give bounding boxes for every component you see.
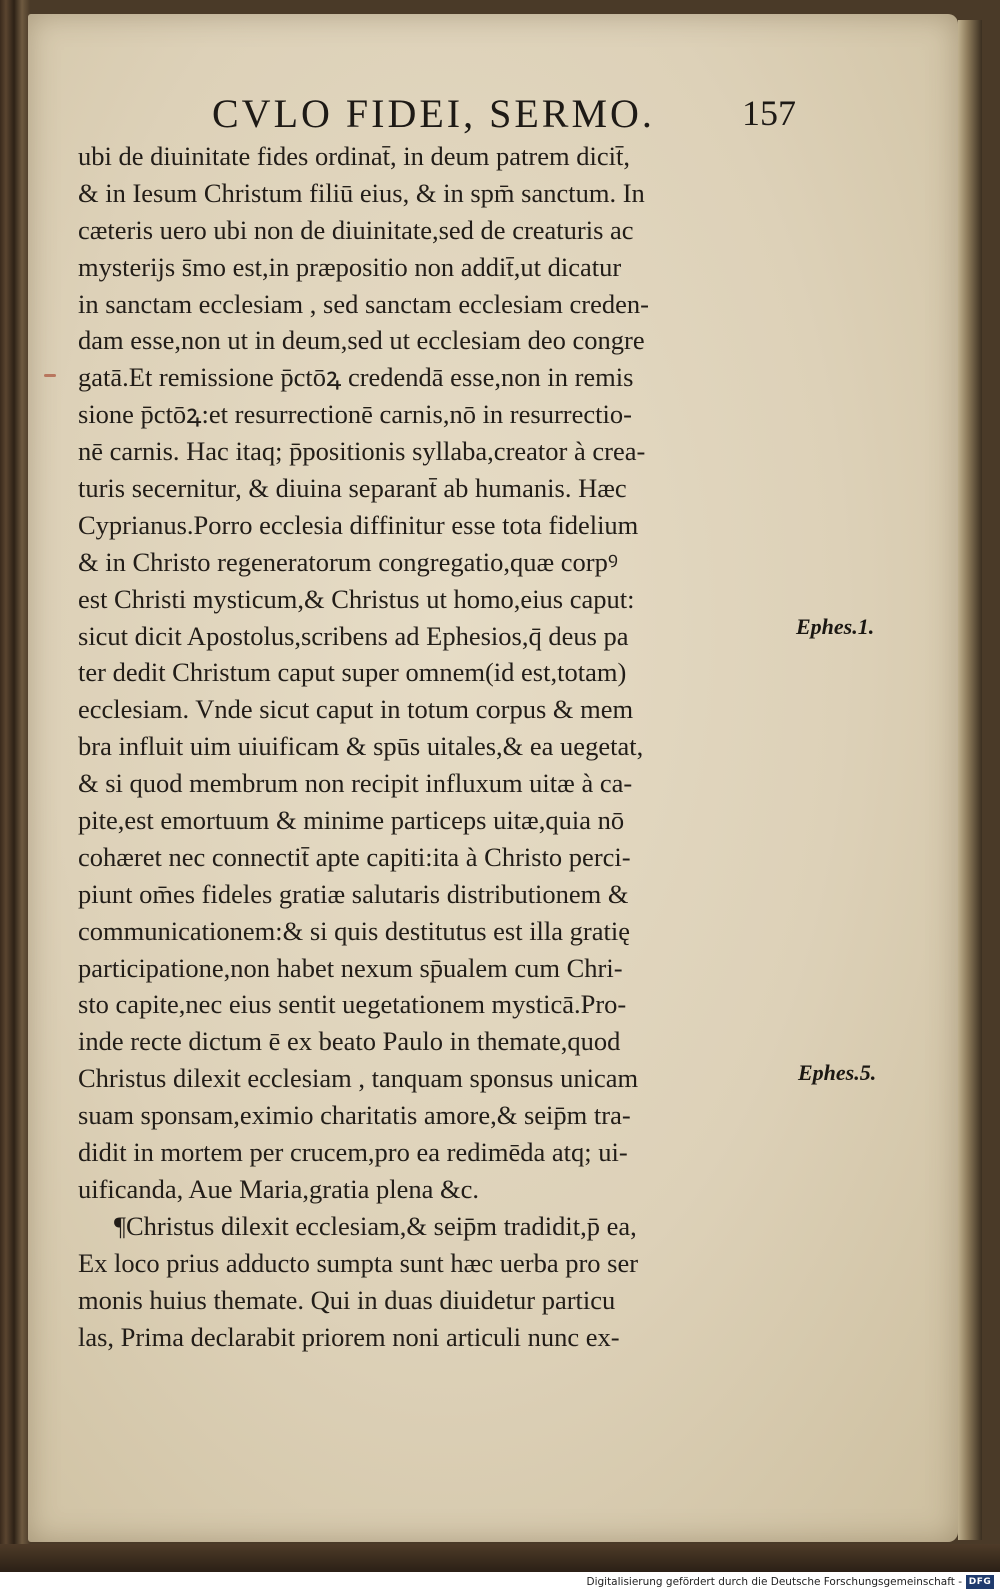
text-line: participatione,non habet nexum sp̄ualem cum Chri- [78, 952, 623, 983]
text-line: las, Prima declarabit priorem noni articuli nunc ex- [78, 1321, 620, 1352]
text-line: dam esse,non ut in deum,sed ut ecclesiam deo congre [78, 325, 645, 356]
text-line: ecclesiam. Vnde sicut caput in totum corpus & mem [78, 694, 634, 725]
text-line: bra influit uim uiuificam & spūs uitales,& ea uegetat, [78, 731, 644, 762]
text-line: didit in mortem per crucem,pro ea redimēda atq; ui- [78, 1137, 628, 1168]
text-line: piunt om̄es fideles gratiæ salutaris distributionem & [78, 878, 629, 909]
page-number: 157 [742, 93, 796, 133]
text-line: nē carnis. Hac itaq; p̄positionis syllaba,creator à crea- [78, 436, 646, 467]
body-text [78, 138, 798, 1355]
text-line: ter dedit Christum caput super omnem(id est,totam) [78, 657, 627, 688]
text-line: sicut dicit Apostolus,scribens ad Ephesios,q̄ deus pa [78, 620, 629, 651]
dfg-logo: DFG [966, 1575, 994, 1589]
text-line: inde recte dictum ē ex beato Paulo in themate,quod [78, 1026, 621, 1057]
text-line: cohæret nec connectit̄ apte capiti:ita à Christo perci- [78, 841, 631, 872]
text-line: & si quod membrum non recipit influxum uitæ à ca- [78, 768, 633, 799]
text-line: in sanctam ecclesiam , sed sanctam ecclesiam creden- [78, 288, 649, 319]
text-line: & in Iesum Christum filiū eius, & in spm̄ sanctum. In [78, 177, 645, 208]
text-line: est Christi mysticum,& Christus ut homo,eius caput: [78, 583, 635, 614]
text-line: Ex loco prius adducto sumpta sunt hæc uerba pro ser [78, 1247, 639, 1278]
footer-bar [0, 1572, 1000, 1593]
text-line: monis huius themate. Qui in duas diuidetur particu [78, 1284, 616, 1315]
text-line: gatā.Et remissione p̄ctōꝝ credendā esse,non in remis [78, 362, 634, 393]
binding-strip [0, 1544, 1000, 1572]
text-line: communicationem:& si quis destitutus est illa gratię [78, 915, 630, 946]
paragraph-start-line: ¶Christus dilexit ecclesiam,& seip̄m tradidit,p̄ ea, [114, 1210, 637, 1241]
funding-credit: Digitalisierung gefördert durch die Deutsche Forschungsgemeinschaft - [586, 1576, 962, 1588]
text-line: turis secernitur, & diuina separant̄ ab humanis. Hæc [78, 473, 627, 504]
margin-note-ephes-1: Ephes.1. [796, 614, 875, 639]
text-line: sione p̄ctōꝝ:et resurrectionē carnis,nō in resurrectio- [78, 399, 632, 430]
text-line: mysterijs s̄mo est,in præpositio non addit̄,ut dicatur [78, 251, 622, 282]
text-line: cæteris uero ubi non de diuinitate,sed de creaturis ac [78, 214, 634, 245]
running-title: CVLO FIDEI, SERMO. [212, 91, 655, 136]
text-line: & in Christo regeneratorum congregatio,quæ corpꝰ [78, 546, 618, 577]
pencil-mark [44, 374, 56, 377]
text-line: Christus dilexit ecclesiam , tanquam sponsus unicam [78, 1063, 639, 1094]
text-line: uificanda, Aue Maria,gratia plena &c. [78, 1173, 480, 1204]
text-line: Cyprianus.Porro ecclesia diffinitur esse tota fidelium [78, 509, 639, 540]
text-line: sto capite,nec eius sentit uegetationem mysticā.Pro- [78, 989, 627, 1020]
text-line: ubi de diuinitate fides ordinat̄, in deum patrem dicit̄, [78, 141, 630, 171]
page-edge [958, 20, 982, 1540]
text-line: pite,est emortuum & minime particeps uitæ,quia nō [78, 805, 625, 836]
text-line: suam sponsam,eximio charitatis amore,& seip̄m tra- [78, 1100, 631, 1131]
margin-note-ephes-5: Ephes.5. [798, 1060, 877, 1085]
